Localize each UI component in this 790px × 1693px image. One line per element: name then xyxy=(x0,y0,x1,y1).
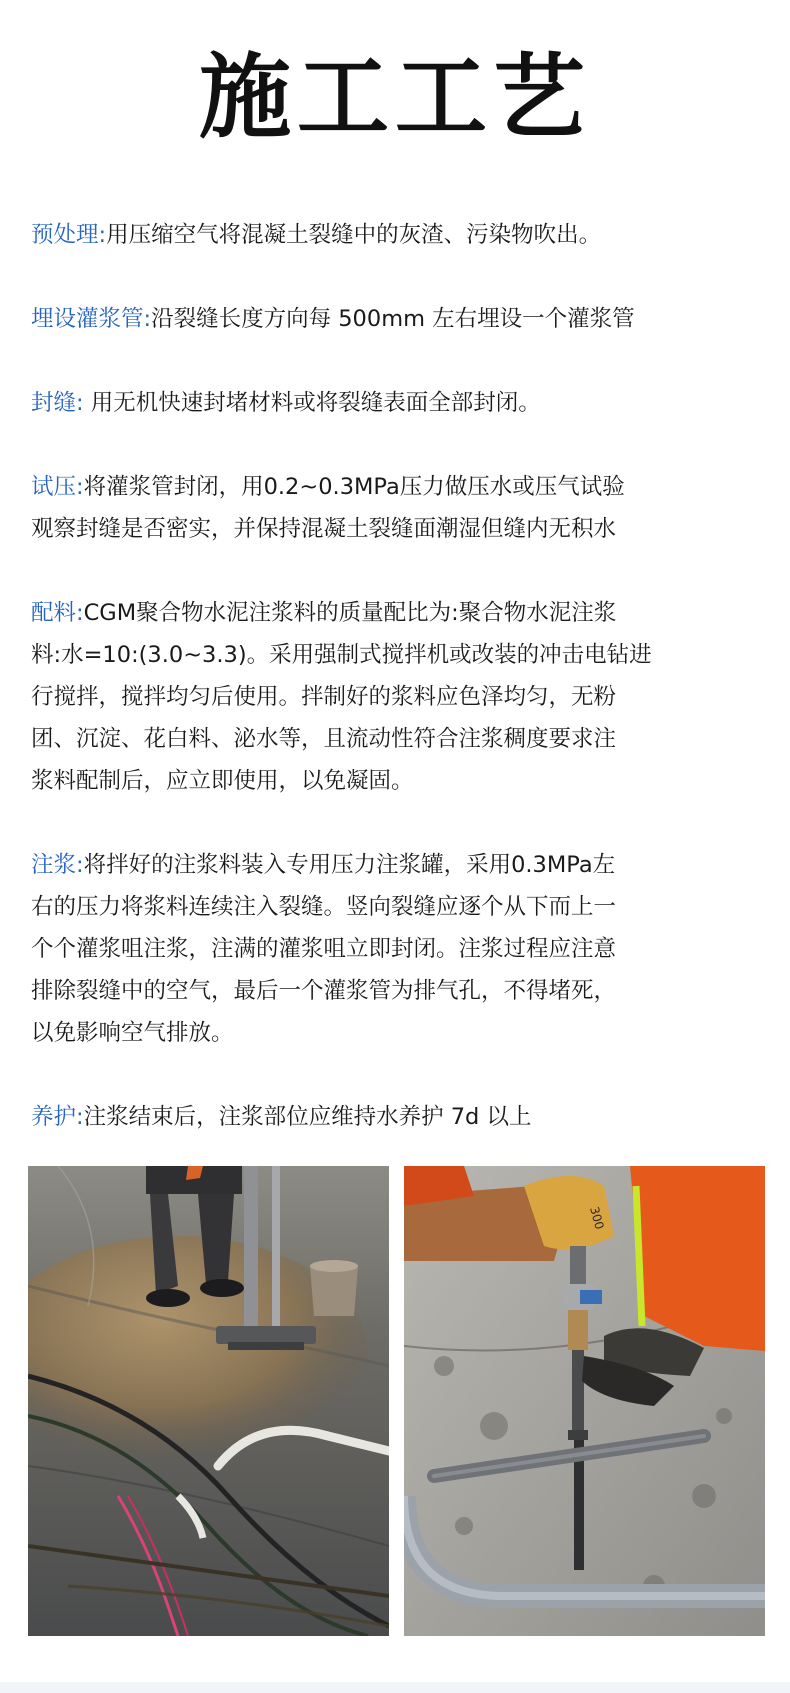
photo-packer-installation xyxy=(404,1166,765,1636)
section-line xyxy=(31,382,761,424)
section-line xyxy=(31,592,761,634)
section-text: 用无机快速封堵材料或将裂缝表面全部封闭。 xyxy=(83,390,541,416)
section-pretreatment xyxy=(31,214,761,256)
section-label: 配料: xyxy=(31,600,84,626)
section-line: 料:水=10:(3.0~3.3)。采用强制式搅拌机或改装的冲击电钻进 xyxy=(31,642,652,668)
process-description xyxy=(31,214,761,1180)
section-line: 个个灌浆咀注浆，注满的灌浆咀立即封闭。注浆过程应注意 xyxy=(31,936,617,962)
section-label: 封缝: xyxy=(31,390,84,416)
section-line xyxy=(31,844,761,886)
section-pressure-test xyxy=(31,466,761,550)
section-mixing xyxy=(31,592,761,802)
section-label: 埋设灌浆管: xyxy=(31,306,152,332)
section-line: 排除裂缝中的空气，最后一个灌浆管为排气孔，不得堵死， xyxy=(31,978,617,1004)
photo-crack-injection-site xyxy=(28,1166,389,1636)
section-text: 将拌好的注浆料装入专用压力注浆罐，采用0.3MPa左 xyxy=(83,852,616,878)
section-text: 用压缩空气将混凝土裂缝中的灰渣、污染物吹出。 xyxy=(106,222,602,248)
section-line xyxy=(31,214,761,256)
section-grout-pipe xyxy=(31,298,761,340)
section-label: 养护: xyxy=(31,1104,84,1130)
title-wrap xyxy=(0,44,790,151)
section-line xyxy=(31,298,761,340)
section-line: 浆料配制后，应立即使用，以免凝固。 xyxy=(31,768,414,794)
section-grouting xyxy=(31,844,761,1054)
glove-text: 300 xyxy=(587,1205,607,1231)
page-title-text: 施工工艺 xyxy=(198,44,591,151)
section-seal xyxy=(31,382,761,424)
section-text: 沿裂缝长度方向每 500mm 左右埋设一个灌浆管 xyxy=(151,306,635,332)
section-label: 注浆: xyxy=(31,852,84,878)
section-line: 团、沉淀、花白料、泌水等，且流动性符合注浆稠度要求注 xyxy=(31,726,617,752)
photo-gallery xyxy=(28,1166,765,1636)
section-label: 试压: xyxy=(31,474,84,500)
section-curing xyxy=(31,1096,761,1138)
section-line: 行搅拌，搅拌均匀后使用。拌制好的浆料应色泽均匀，无粉 xyxy=(31,684,617,710)
section-text: 注浆结束后，注浆部位应维持水养护 7d 以上 xyxy=(83,1104,532,1130)
section-line xyxy=(31,466,761,508)
section-line: 右的压力将浆料连续注入裂缝。竖向裂缝应逐个从下而上一 xyxy=(31,894,617,920)
section-line xyxy=(31,1096,761,1138)
section-label: 预处理: xyxy=(31,222,107,248)
bottom-band xyxy=(0,1682,790,1693)
section-text: CGM聚合物水泥注浆料的质量配比为:聚合物水泥注浆 xyxy=(83,600,617,626)
section-text: 将灌浆管封闭，用0.2~0.3MPa压力做压水或压气试验 xyxy=(83,474,625,500)
section-line: 观察封缝是否密实，并保持混凝土裂缝面潮湿但缝内无积水 xyxy=(31,516,617,542)
page-title xyxy=(197,44,593,151)
section-line: 以免影响空气排放。 xyxy=(31,1020,234,1046)
